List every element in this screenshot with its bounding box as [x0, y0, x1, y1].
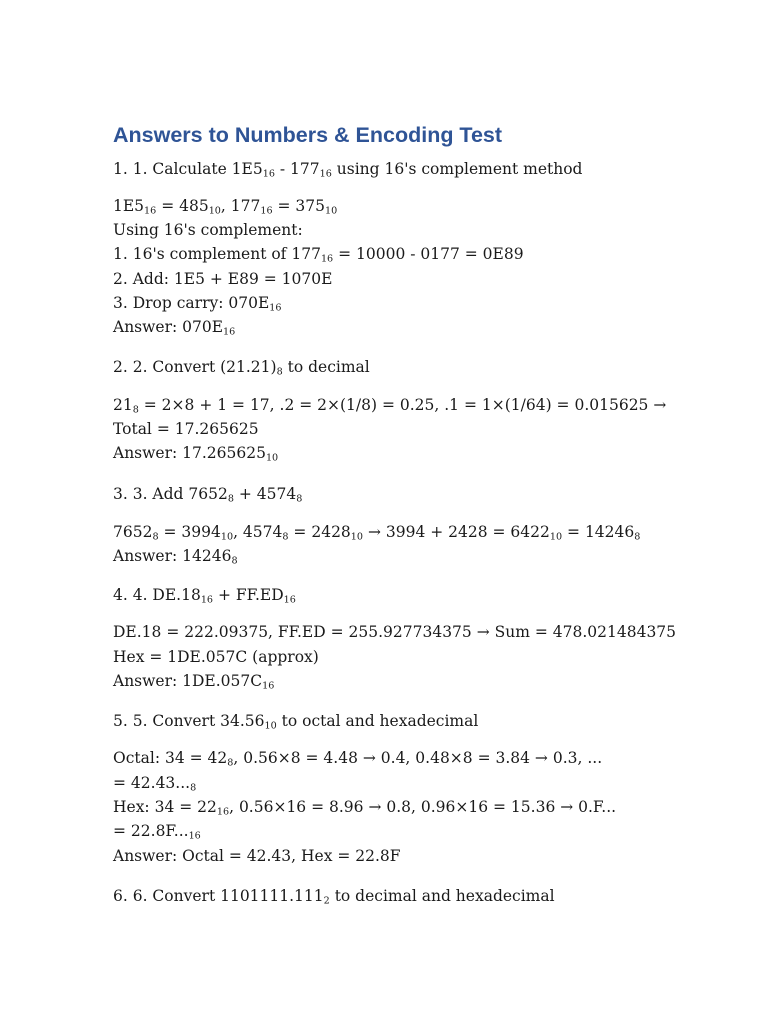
question-heading [113, 159, 582, 179]
answer-line [113, 546, 238, 566]
text-run: Using 16's complement: [113, 221, 303, 239]
answer-line [113, 244, 524, 264]
question-heading [113, 585, 296, 605]
answer-line [113, 196, 337, 216]
answer-line [113, 846, 401, 866]
question-heading [113, 357, 370, 377]
subscript-base: 16 [262, 168, 275, 180]
text-run: - 177 [274, 160, 320, 178]
text-run: 7652 [113, 523, 153, 541]
answer-line [113, 522, 640, 542]
answer-line [113, 419, 259, 439]
text-run: to octal and hexadecimal [276, 712, 479, 730]
text-run: 5. 5. Convert 34.56 [113, 712, 265, 730]
text-run: DE.18 = 222.09375, FF.ED = 255.927734375 → Sum = 478.021484375 [113, 623, 677, 641]
document-title: Answers to Numbers & Encoding Test [113, 123, 503, 147]
text-run: = 42.43... [113, 774, 191, 792]
answer-line [113, 647, 319, 667]
text-run: Octal: 34 = 42 [113, 749, 228, 767]
text-run: 4. 4. DE.18 [113, 586, 201, 604]
text-run: = 485 [156, 197, 209, 215]
subscript-base: 16 [216, 806, 230, 818]
text-run: 3. 3. Add 7652 [113, 485, 228, 503]
subscript-base: 10 [264, 720, 277, 732]
text-run: = 10000 - 0177 = 0E89 [333, 245, 524, 263]
subscript-base: 8 [227, 757, 234, 769]
text-run: 1E5 [113, 197, 145, 215]
question-heading [113, 484, 302, 504]
subscript-base: 8 [152, 531, 159, 543]
subscript-base: 10 [325, 205, 338, 217]
subscript-base: 8 [276, 366, 283, 378]
subscript-base: 8 [282, 531, 289, 543]
text-run: + 4574 [233, 485, 297, 503]
text-run: Hex: 34 = 22 [113, 798, 217, 816]
subscript-base: 16 [188, 830, 201, 842]
subscript-base: 8 [296, 493, 303, 505]
answer-line [113, 395, 666, 415]
text-run: 1. 1. Calculate 1E5 [113, 160, 263, 178]
text-run: 2. 2. Convert (21.21) [113, 358, 277, 376]
text-run: Answer: Octal = 42.43, Hex = 22.8F [113, 847, 401, 865]
subscript-base: 16 [283, 594, 296, 606]
subscript-base: 16 [260, 205, 273, 217]
subscript-base: 8 [227, 493, 234, 505]
text-run: = 375 [272, 197, 326, 215]
text-run: 1. 16's complement of 177 [113, 245, 321, 263]
answer-line [113, 269, 332, 289]
text-run: 21 [113, 396, 133, 414]
question-heading [113, 711, 478, 731]
subscript-base: 16 [200, 594, 214, 606]
answer-line [113, 748, 602, 768]
text-run: + FF.ED [213, 586, 284, 604]
subscript-base: 16 [320, 253, 334, 265]
text-run: → 3994 + 2428 = 6422 [363, 523, 550, 541]
text-run: using 16's complement method [331, 160, 583, 178]
subscript-base: 8 [190, 782, 197, 794]
text-run: Answer: 070E [113, 318, 224, 336]
text-run: 6. 6. Convert 1101111.111 [113, 887, 324, 905]
subscript-base: 8 [132, 404, 139, 416]
subscript-base: 10 [220, 531, 234, 543]
subscript-base: 10 [265, 452, 279, 464]
subscript-base: 10 [350, 531, 364, 543]
text-run: Answer: 17.265625 [113, 444, 266, 462]
subscript-base: 16 [262, 680, 275, 692]
text-run: 3. Drop carry: 070E [113, 294, 270, 312]
text-run: = 2×8 + 1 = 17, .2 = 2×(1/8) = 0.25, .1 = 1×(1/64) = 0.015625 → [138, 396, 667, 414]
subscript-base: 16 [269, 302, 282, 314]
subscript-base: 8 [231, 555, 238, 567]
text-run: to decimal and hexadecimal [329, 887, 555, 905]
subscript-base: 16 [223, 326, 236, 338]
text-run: , 177 [220, 197, 261, 215]
text-run: = 14246 [562, 523, 635, 541]
subscript-base: 16 [144, 205, 157, 217]
text-run: , 4574 [233, 523, 283, 541]
text-run: = 22.8F... [113, 822, 189, 840]
text-run: Hex = 1DE.057C (approx) [113, 648, 319, 666]
subscript-base: 16 [319, 168, 332, 180]
subscript-base: 8 [634, 531, 641, 543]
answer-line [113, 293, 282, 313]
text-run: to decimal [282, 358, 370, 376]
question-heading [113, 886, 555, 906]
text-run: = 3994 [158, 523, 221, 541]
answer-line [113, 622, 676, 642]
text-run: 2. Add: 1E5 + E89 = 1070E [113, 270, 333, 288]
answer-line [113, 443, 278, 463]
answer-line [113, 317, 235, 337]
answer-line [113, 671, 274, 691]
text-run: , 0.56×8 = 4.48 → 0.4, 0.48×8 = 3.84 → 0.3, ... [233, 749, 603, 767]
text-run: Answer: 14246 [113, 547, 232, 565]
subscript-base: 2 [323, 895, 330, 907]
text-run: Answer: 1DE.057C [113, 672, 263, 690]
answer-line [113, 220, 303, 240]
text-run: = 2428 [288, 523, 351, 541]
answer-line [113, 773, 196, 793]
text-run: Total = 17.265625 [113, 420, 259, 438]
subscript-base: 10 [208, 205, 221, 217]
text-run: , 0.56×16 = 8.96 → 0.8, 0.96×16 = 15.36 → 0.F... [229, 798, 617, 816]
answer-line [113, 797, 616, 817]
subscript-base: 10 [549, 531, 563, 543]
answer-line [113, 821, 201, 841]
